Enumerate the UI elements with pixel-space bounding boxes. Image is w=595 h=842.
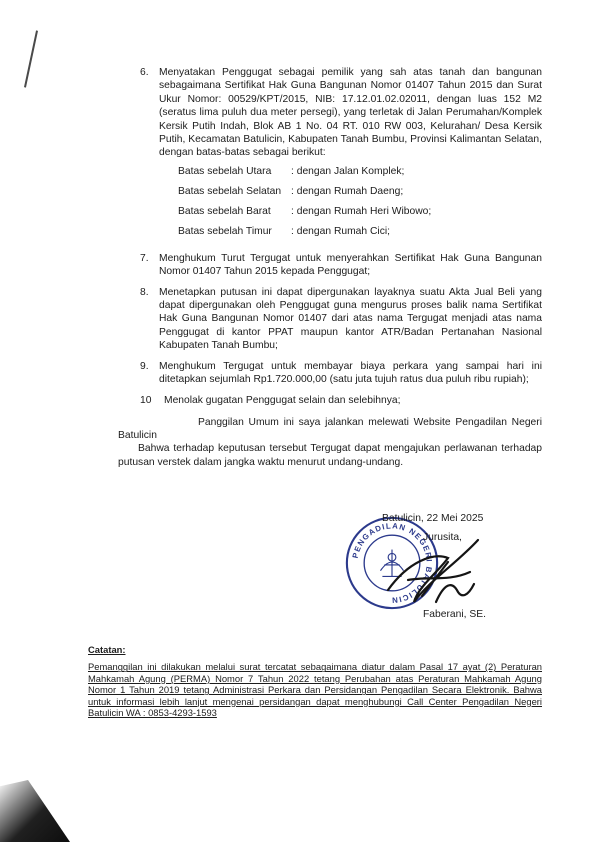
boundary-value: : dengan Rumah Daeng; [291, 185, 404, 197]
list-item [140, 360, 542, 387]
item-text: Menghukum Tergugat untuk membayar biaya perkara yang sampai hari ini ditetapkan sejumlah Rp1.720.000,00 (satu juta tujuh ratus dua puluh ribu rupiah); [159, 360, 542, 386]
list-item [140, 394, 542, 407]
notes-title: Catatan: [88, 644, 126, 655]
scan-shadow [0, 780, 70, 842]
list-item [140, 252, 542, 279]
item-number: 7. [140, 252, 149, 264]
boundary-list [178, 165, 542, 245]
boundary-row [178, 225, 542, 245]
boundary-row [178, 185, 542, 205]
boundary-value: : dengan Rumah Cici; [291, 225, 391, 237]
item-number: 10 [140, 394, 152, 406]
list-item [140, 66, 542, 245]
signature-name: Faberani, SE. [423, 609, 486, 620]
announcement-paragraph: Panggilan Umum ini saya jalankan melewati Website Pengadilan Negeri Batulicin [118, 417, 542, 442]
notes-section [88, 644, 542, 718]
boundary-label: Batas sebelah Selatan [178, 185, 282, 197]
item-number: 9. [140, 360, 149, 372]
item-text: Menolak gugatan Penggugat selain dan selebihnya; [164, 394, 401, 406]
scan-edge-mark [24, 30, 38, 87]
announcement [118, 416, 542, 469]
boundary-row [178, 205, 542, 225]
verdict-list [140, 66, 542, 414]
signature-role: Jurusita, [423, 532, 462, 543]
boundary-label: Batas sebelah Utara [178, 165, 272, 177]
boundary-value: : dengan Jalan Komplek; [291, 165, 405, 177]
notes-body: Pemanggilan ini dilakukan melalui surat tercatat sebagaimana diatur dalam Pasal 17 ayat (2) Peraturan Mahkamah Agung (PERMA) Nomor 7 Tahun 2022 tetang Perubahan atas Peraturan Mahkamah Agung Nomor 1 Tahun 2019 tetang Administrasi Perkara dan Persidangan Pengadilan Secara Elektronik. Bahwa untuk informasi lebih lanjut mengenai persidangan dapat menghubungi Call Center Pengadilan Negeri Batulicin WA : 0853-4293-1593 [88, 661, 542, 719]
item-text: Menyatakan Penggugat sebagai pemilik yang sah atas tanah dan bangunan sebagaimana Sertifikat Hak Guna Bangunan Nomor 01407 Tahun 2015 dan Surat Ukur Nomor: 00529/KPT/2015, NIB: 17.12.01.02.02011, dengan luas 152 M2 (seratus lima puluh dua meter persegi), yang terletak di Jalan Perumahan/Komplek Kersik Putih Indah, Blok AB 1 No. 04 RT. 010 RW 003, Kelurahan/ Desa Kersik Putih, Kecamatan Batulicin, Kabupaten Tanah Bumbu, Provinsi Kalimantan Selatan, dengan batas-batas sebagai berikut: [159, 67, 542, 159]
boundary-value: : dengan Rumah Heri Wibowo; [291, 205, 432, 217]
boundary-label: Batas sebelah Timur [178, 225, 272, 237]
announcement-paragraph: Bahwa terhadap keputusan tersebut Tergugat dapat mengajukan perlawanan terhadap putusan verstek dalam jangka waktu menurut undang-undang. [118, 443, 542, 468]
item-number: 8. [140, 286, 149, 298]
list-item [140, 286, 542, 353]
handwritten-signature [378, 532, 496, 612]
signature-place-date: Batulicin, 22 Mei 2025 [382, 513, 484, 524]
item-number: 6. [140, 67, 149, 78]
item-text: Menetapkan putusan ini dapat dipergunakan layaknya suatu Akta Jual Beli yang dapat dipergunakan oleh Penggugat guna mengurus proses balik nama Sertifikat Hak Guna Bangunan Nomor 01407 dari atas nama Tergugat menjadi atas nama Penggugat di kantor PPAT maupun kantor ATR/Badan Pertanahan Nasional Kabupaten Tanah Bumbu; [159, 286, 542, 352]
boundary-row [178, 165, 542, 185]
item-text: Menghukum Turut Tergugat untuk menyerahkan Sertifikat Hak Guna Bangunan Nomor 01407 Tahun 2015 kepada Penggugat; [159, 252, 542, 278]
seal-text: PENGADILAN NEGERI BATULICIN [350, 521, 434, 605]
boundary-label: Batas sebelah Barat [178, 205, 271, 217]
